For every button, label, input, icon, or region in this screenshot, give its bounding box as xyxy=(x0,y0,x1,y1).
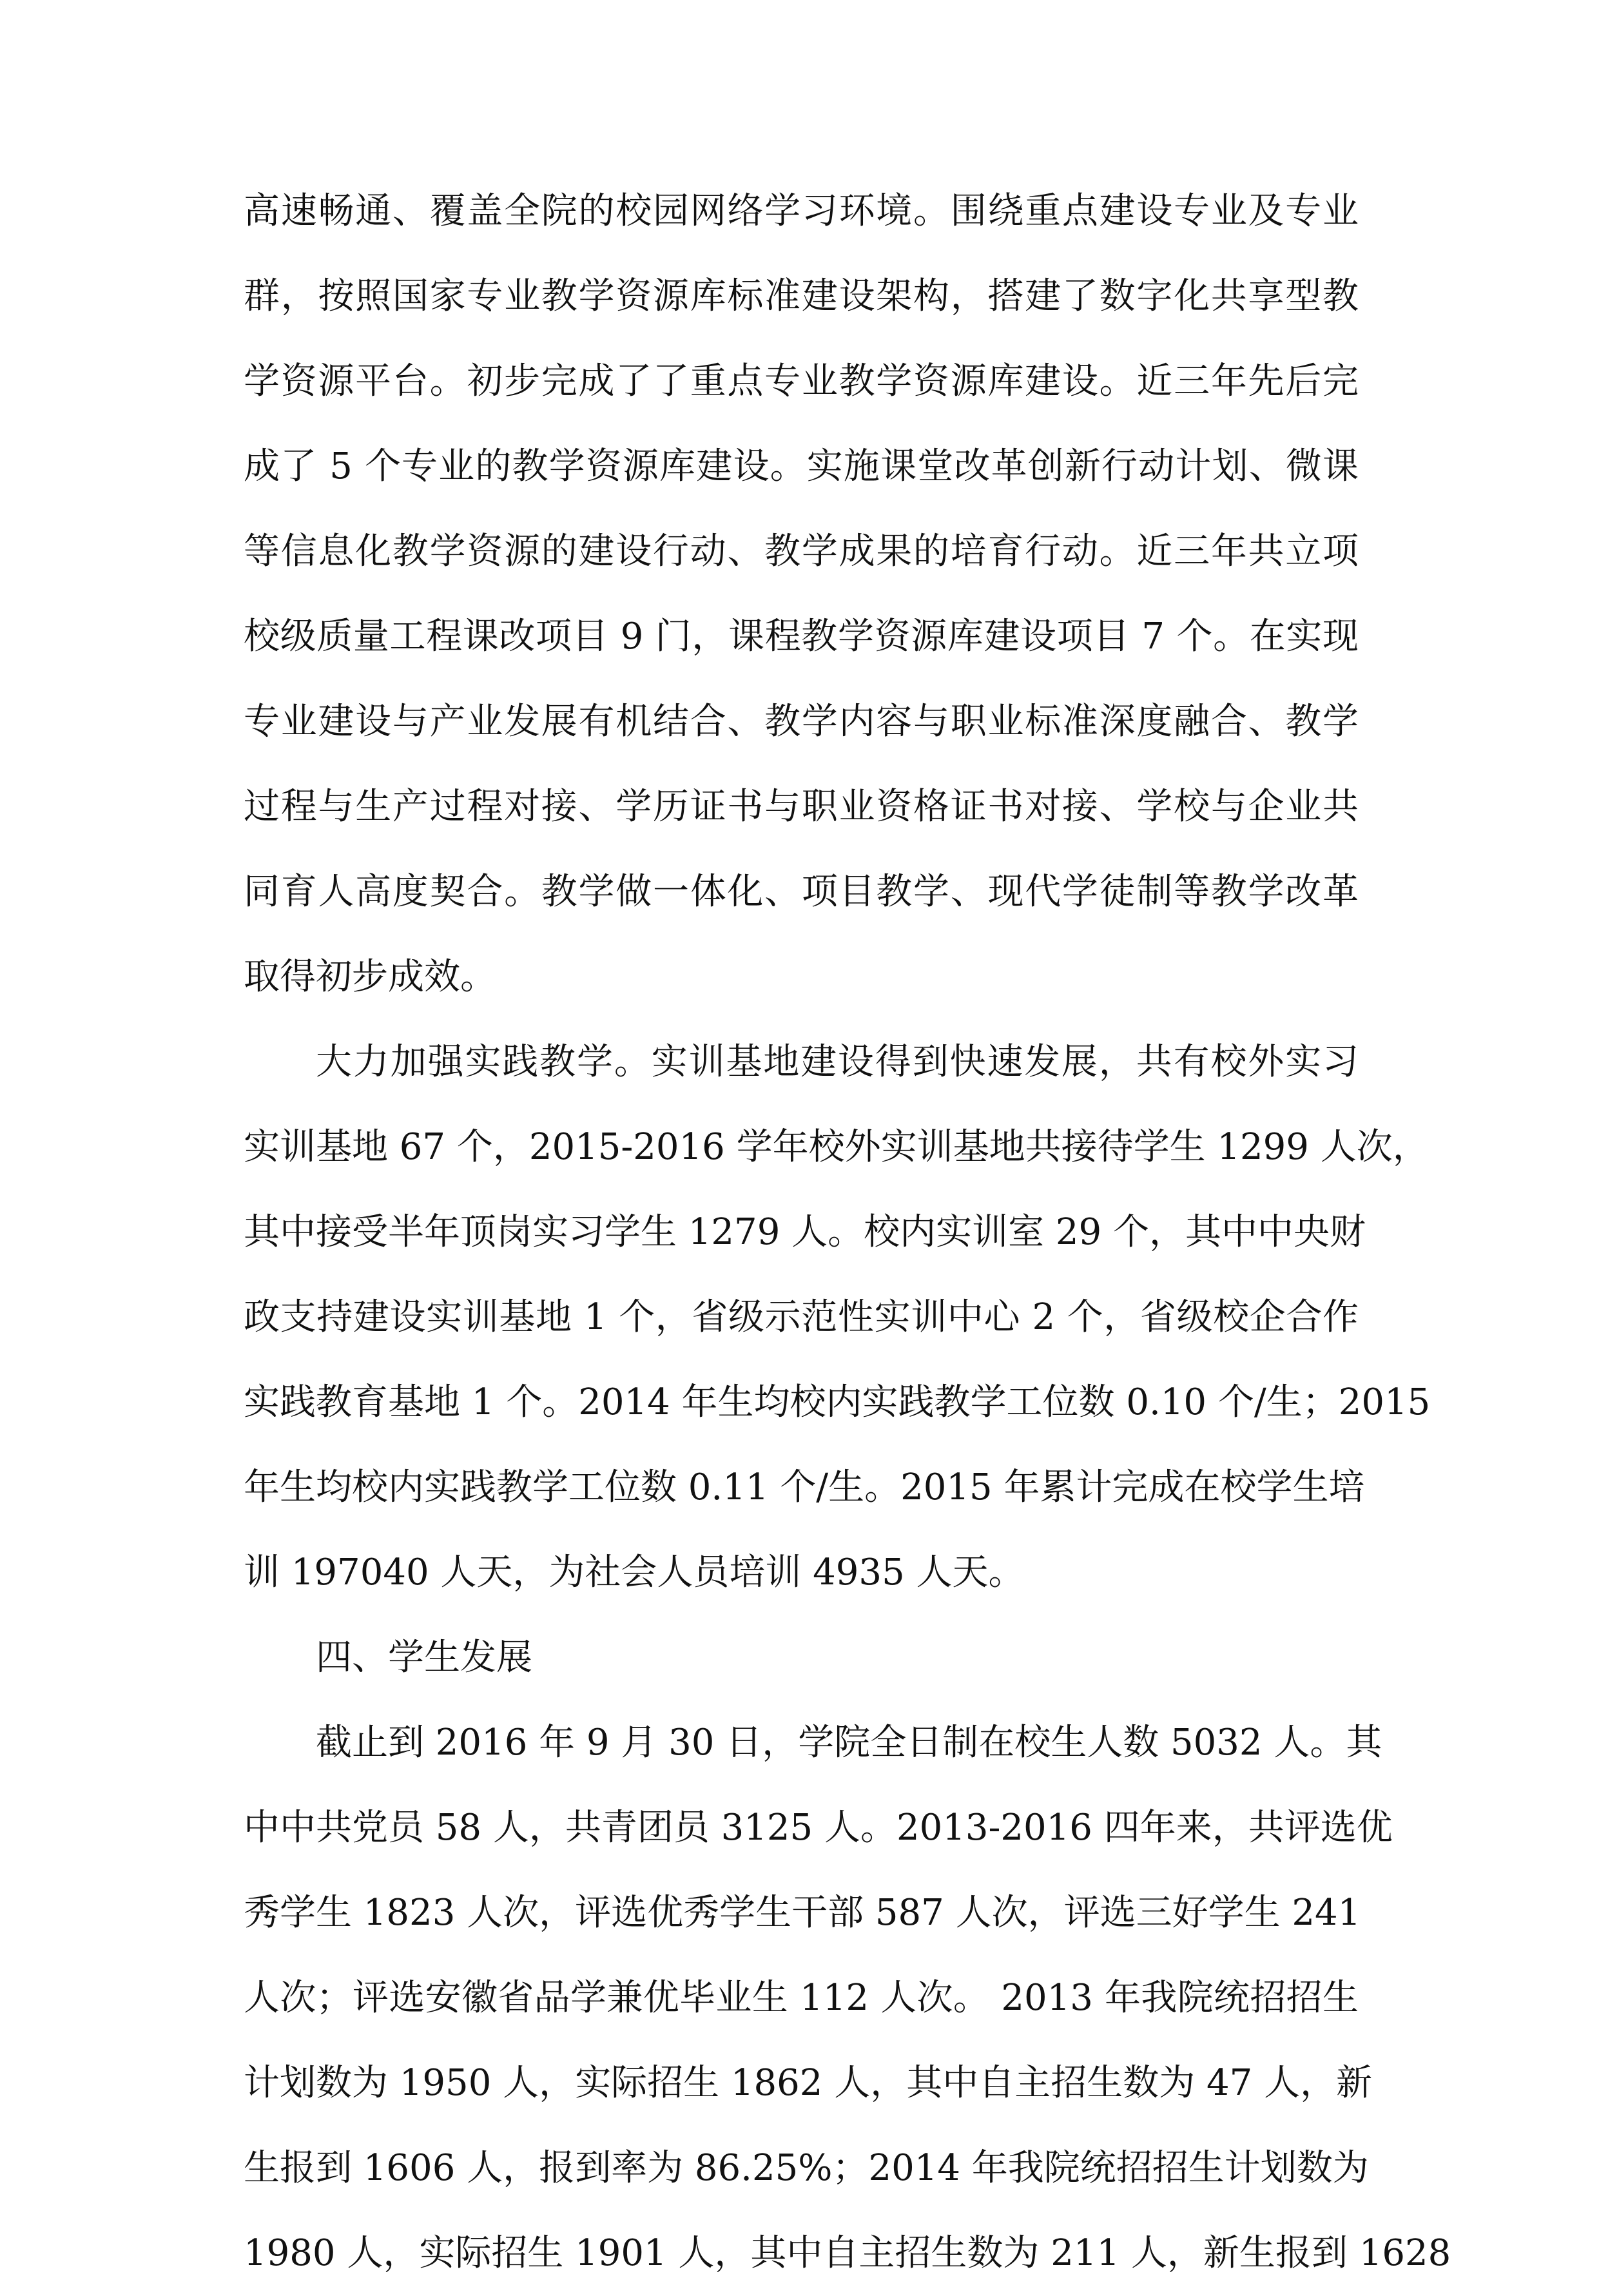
text-line: 高速畅通、覆盖全院的校园网络学习环境。围绕重点建设专业及专业 xyxy=(244,190,1359,232)
text-line: 生报到 1606 人，报到率为 86.25%；2014 年我院统招招生计划数为 xyxy=(244,2147,1369,2189)
text-line: 计划数为 1950 人，实际招生 1862 人，其中自主招生数为 47 人，新 xyxy=(244,2062,1373,2104)
text-line: 大力加强实践教学。实训基地建设得到快速发展，共有校外实习 xyxy=(316,1041,1359,1083)
text-line: 政支持建设实训基地 1 个，省级示范性实训中心 2 个，省级校企合作 xyxy=(244,1296,1359,1338)
text-line: 同育人高度契合。教学做一体化、项目教学、现代学徒制等教学改革 xyxy=(244,871,1359,913)
text-line: 年生均校内实践教学工位数 0.11 个/生。2015 年累计完成在校学生培 xyxy=(244,1466,1365,1508)
text-line: 训 197040 人天，为社会人员培训 4935 人天。 xyxy=(244,1552,1025,1593)
text-line: 过程与生产过程对接、学历证书与职业资格证书对接、学校与企业共 xyxy=(244,786,1359,828)
paragraph xyxy=(244,169,1359,1020)
text-line: 群，按照国家专业教学资源库标准建设架构，搭建了数字化共享型教 xyxy=(244,275,1359,317)
text-line: 其中接受半年顶岗实习学生 1279 人。校内实训室 29 个，其中中央财 xyxy=(244,1211,1366,1253)
text-line: 秀学生 1823 人次，评选优秀学生干部 587 人次，评选三好学生 241 xyxy=(244,1892,1361,1934)
text-line: 实训基地 67 个，2015-2016 学年校外实训基地共接待学生 1299 人次， xyxy=(244,1126,1429,1168)
text-line: 中中共党员 58 人，共青团员 3125 人。2013-2016 四年来，共评选优 xyxy=(244,1807,1393,1849)
text-line: 等信息化教学资源的建设行动、教学成果的培育行动。近三年共立项 xyxy=(244,530,1359,572)
paragraph xyxy=(244,1700,1451,2296)
text-line: 1980 人，实际招生 1901 人，其中自主招生数为 211 人，新生报到 1628 xyxy=(244,2232,1451,2274)
text-line: 人次；评选安徽省品学兼优毕业生 112 人次。 2013 年我院统招招生 xyxy=(244,1977,1359,2019)
text-line: 实践教育基地 1 个。2014 年生均校内实践教学工位数 0.10 个/生；2015 xyxy=(244,1381,1431,1423)
text-line: 成了 5 个专业的教学资源库建设。实施课堂改革创新行动计划、微课 xyxy=(244,445,1359,487)
paragraph xyxy=(244,1020,1431,1615)
section-heading xyxy=(244,1615,1359,1700)
heading-line: 四、学生发展 xyxy=(316,1637,532,1678)
text-line: 学资源平台。初步完成了了重点专业教学资源库建设。近三年先后完 xyxy=(244,360,1359,402)
text-line: 截止到 2016 年 9 月 30 日，学院全日制在校生人数 5032 人。其 xyxy=(316,1722,1382,1764)
text-line: 校级质量工程课改项目 9 门，课程教学资源库建设项目 7 个。在实现 xyxy=(244,616,1359,657)
document-body xyxy=(244,169,1451,2296)
text-line: 取得初步成效。 xyxy=(244,956,496,998)
text-line: 专业建设与产业发展有机结合、教学内容与职业标准深度融合、教学 xyxy=(244,701,1359,743)
